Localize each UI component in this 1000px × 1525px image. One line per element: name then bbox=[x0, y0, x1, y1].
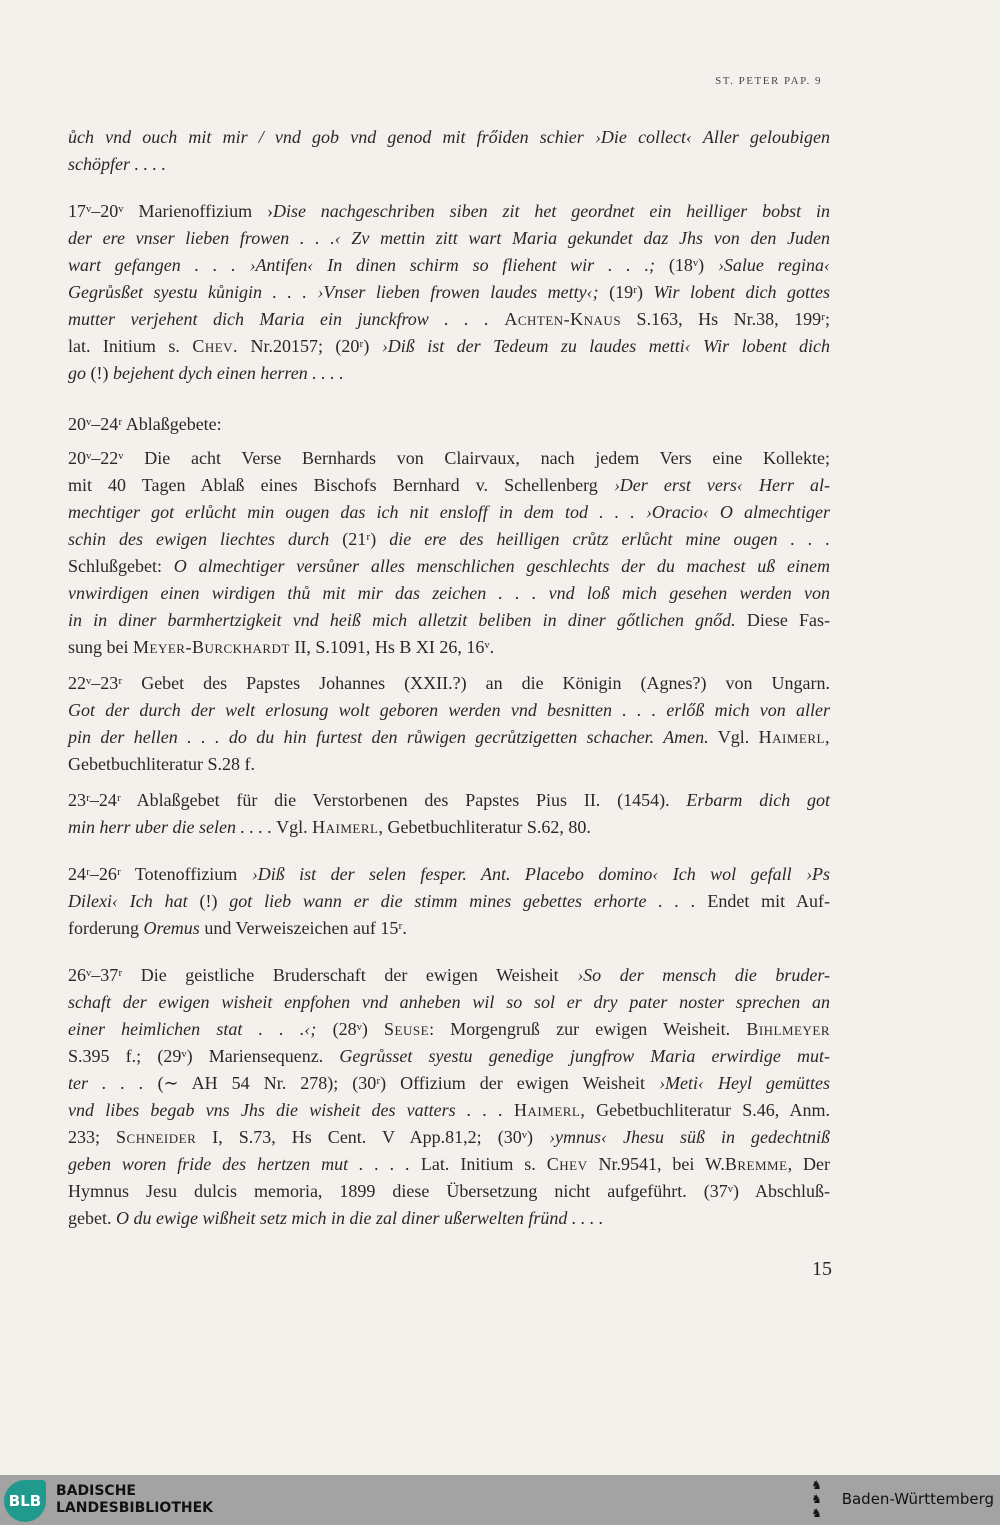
italic-quote: O almechtiger versůner alles menschlichen geschlechts der du machest uß einem bbox=[173, 556, 831, 576]
author-reference: Haimerl bbox=[514, 1100, 581, 1120]
footer-bar bbox=[0, 1475, 1000, 1525]
italic-quote: min herr uber die selen . . . . bbox=[68, 817, 272, 837]
author-reference: Bremme bbox=[724, 1154, 788, 1174]
page-number: 15 bbox=[812, 1258, 832, 1280]
italic-quote: ›ymnus‹ Jhesu süß in gedechtniß bbox=[549, 1127, 830, 1147]
text-line bbox=[68, 580, 830, 607]
italic-quote: der ere vnser lieben frowen . . .‹ Zv mettin zitt wart Maria gekundet daz Jhs von den Juden bbox=[68, 228, 830, 248]
text-segment: 22ᵛ–23ʳ Gebet des Papstes Johannes (XXII.?) an die Königin (Agnes?) von Ungarn. bbox=[68, 673, 830, 693]
text-line bbox=[68, 888, 830, 915]
text-segment: I, S.73, Hs Cent. V App.81,2; (30ᵛ) bbox=[196, 1127, 549, 1147]
text-line bbox=[68, 1070, 830, 1097]
text-segment: II, S.1091, Hs B XI 26, 16ᵛ. bbox=[289, 637, 495, 657]
italic-quote: mutter verjehent dich Maria ein junckfrow . . . bbox=[68, 309, 505, 329]
italic-quote: ›So der mensch die bruder- bbox=[577, 965, 830, 985]
text-line bbox=[68, 751, 830, 778]
text-line bbox=[68, 279, 830, 306]
text-segment: und Verweiszeichen auf 15ʳ. bbox=[199, 918, 407, 938]
text-line bbox=[68, 1097, 830, 1124]
italic-quote: Wir lobent dich gottes bbox=[653, 282, 831, 302]
author-reference: Chev bbox=[546, 1154, 588, 1174]
italic-quote: Got der durch der welt erlosung wolt geboren werden vnd besnitten . . . erlőß mich von aller bbox=[68, 700, 830, 720]
three-lions-icon: ♞ ♞ ♞ bbox=[811, 1478, 822, 1520]
italic-quote: in in diner barmhertzigkeit vnd heiß mich alletzit beliben in diner gőtlichen gnőd. bbox=[68, 610, 736, 630]
text-line bbox=[68, 607, 830, 634]
italic-quote: pin der hellen . . . do du hin furtest den růwigen gecrůtzigetten schacher. Amen. bbox=[68, 727, 709, 747]
text-line bbox=[68, 861, 830, 888]
italic-quote: ůch vnd ouch mit mir / vnd gob vnd genod mit frőiden schier ›Die collect‹ Aller geloubigen bbox=[68, 127, 830, 147]
text-segment: 26ᵛ–37ʳ Die geistliche Bruderschaft der ewigen Weisheit bbox=[68, 965, 578, 985]
text-line bbox=[68, 151, 830, 178]
text-segment: (19ʳ) bbox=[598, 282, 654, 302]
italic-quote: ter . . . bbox=[68, 1073, 144, 1093]
author-reference: Bihlmeyer bbox=[746, 1019, 830, 1039]
paragraph bbox=[68, 861, 830, 942]
text-segment: (18ᵛ) bbox=[655, 255, 718, 275]
text-segment: mit 40 Tagen Ablaß eines Bischofs Bernhard v. Schellenberg bbox=[68, 475, 614, 495]
text-segment: Lat. Initium s. bbox=[409, 1154, 547, 1174]
text-line bbox=[68, 814, 830, 841]
italic-quote: Dilexi‹ Ich hat bbox=[68, 891, 200, 911]
text-segment: 20ᵛ–24ʳ Ablaßgebete: bbox=[68, 414, 222, 434]
author-reference: Chev. bbox=[192, 336, 239, 356]
text-line bbox=[68, 225, 830, 252]
italic-quote: mechtiger got erlůcht min ougen das ich nit ensloff in dem tod . . . ›Oracio‹ O almechtiger bbox=[68, 502, 830, 522]
text-segment: Vgl. bbox=[271, 817, 313, 837]
text-segment: 17ᵛ–20ᵛ Marienoffizium › bbox=[68, 201, 273, 221]
text-line bbox=[68, 252, 830, 279]
text-segment: S.395 f.; (29ᵛ) Mariensequenz. bbox=[68, 1046, 340, 1066]
italic-quote: schöpfer . . . . bbox=[68, 154, 166, 174]
text-segment: Schlußgebet: bbox=[68, 556, 174, 576]
text-line bbox=[68, 989, 830, 1016]
text-segment: Hymnus Jesu dulcis memoria, 1899 diese Übersetzung nicht aufgeführt. (37ᵛ) Abschluß- bbox=[68, 1181, 830, 1201]
text-segment: forderung bbox=[68, 918, 144, 938]
text-line bbox=[68, 124, 830, 151]
text-line bbox=[68, 787, 830, 814]
text-line bbox=[68, 1124, 830, 1151]
text-segment: (28ᵛ) bbox=[316, 1019, 385, 1039]
paragraph bbox=[68, 787, 830, 841]
paragraph bbox=[68, 445, 830, 661]
author-reference: Meyer-Burckhardt bbox=[133, 637, 290, 657]
paragraph bbox=[68, 198, 830, 387]
italic-quote: schin des ewigen liechtes durch bbox=[68, 529, 343, 549]
italic-quote: schaft der ewigen wisheit enpfohen vnd anheben wil so sol er dry pater noster sprechen an bbox=[68, 992, 830, 1012]
text-line bbox=[68, 198, 830, 225]
library-name-line1: BADISCHE bbox=[56, 1483, 136, 1499]
text-line bbox=[68, 1043, 830, 1070]
italic-quote: Gegrůsßet syestu kůnigin . . . ›Vnser lieben frowen laudes metty‹; bbox=[68, 282, 599, 302]
text-line bbox=[68, 553, 830, 580]
text-segment: gebet. bbox=[68, 1208, 116, 1228]
text-segment: Nr.20157; (20ʳ) bbox=[238, 336, 382, 356]
italic-quote: geben woren fride des hertzen mut . . . . bbox=[68, 1154, 410, 1174]
author-reference: Haimerl bbox=[312, 817, 379, 837]
italic-quote: ›Salue regina‹ bbox=[717, 255, 831, 275]
text-segment: Nr.9541, bei W. bbox=[587, 1154, 725, 1174]
italic-quote: Erbarm dich got bbox=[686, 790, 831, 810]
text-segment: , Gebetbuchliteratur S.46, Anm. bbox=[580, 1100, 830, 1120]
text-segment: 233; bbox=[68, 1127, 117, 1147]
text-line bbox=[68, 360, 830, 387]
text-line bbox=[68, 634, 830, 661]
author-reference: Achten-Knaus bbox=[504, 309, 622, 329]
text-line bbox=[68, 333, 830, 360]
text-line bbox=[68, 1151, 830, 1178]
text-segment: (∼ AH 54 Nr. 278); (30ʳ) Offizium der ewigen Weisheit bbox=[143, 1073, 660, 1093]
paragraph bbox=[68, 411, 830, 438]
text-line bbox=[68, 499, 830, 526]
text-line bbox=[68, 1205, 830, 1232]
text-line bbox=[68, 472, 830, 499]
running-header: ST. PETER PAP. 9 bbox=[715, 75, 822, 87]
text-segment: (!) bbox=[199, 891, 218, 911]
text-line bbox=[68, 1178, 830, 1205]
text-line bbox=[68, 724, 830, 751]
text-segment: : Morgengruß zur ewigen Weisheit. bbox=[429, 1019, 747, 1039]
italic-quote: bejehent dych einen herren . . . . bbox=[108, 363, 344, 383]
text-segment: sung bei bbox=[68, 637, 133, 657]
author-reference: Haimerl, bbox=[758, 727, 830, 747]
paragraph bbox=[68, 670, 830, 778]
italic-quote: O du ewige wißheit setz mich in die zal diner ußerwelten fründ . . . . bbox=[115, 1208, 604, 1228]
text-line bbox=[68, 445, 830, 472]
italic-quote: ›Diß ist der selen fesper. Ant. Placebo domino‹ Ich wol gefall ›Ps bbox=[251, 864, 830, 884]
text-segment: Vgl. bbox=[708, 727, 759, 747]
text-segment: 24ʳ–26ʳ Totenoffizium bbox=[68, 864, 252, 884]
text-line bbox=[68, 670, 830, 697]
text-segment: lat. Initium s. bbox=[68, 336, 193, 356]
library-name-line2: LANDESBIBLIOTHEK bbox=[56, 1500, 214, 1516]
text-segment: Diese Fas- bbox=[735, 610, 830, 630]
blb-logo-icon[interactable]: BLB bbox=[4, 1480, 46, 1522]
state-name[interactable]: Baden-Württemberg bbox=[841, 1490, 994, 1508]
text-line bbox=[68, 1016, 830, 1043]
text-segment: Gebetbuchliteratur S.28 f. bbox=[68, 754, 255, 774]
text-line bbox=[68, 306, 830, 333]
text-line bbox=[68, 697, 830, 724]
text-segment: S.163, Hs Nr.38, 199ʳ; bbox=[621, 309, 830, 329]
text-line bbox=[68, 962, 830, 989]
paragraph bbox=[68, 124, 830, 178]
italic-quote: go bbox=[68, 363, 91, 383]
text-segment: , Der bbox=[787, 1154, 831, 1174]
paragraph bbox=[68, 962, 830, 1232]
text-line bbox=[68, 915, 830, 942]
text-line bbox=[68, 526, 830, 553]
text-segment: (21ʳ) bbox=[342, 529, 377, 549]
author-reference: Schneider bbox=[116, 1127, 197, 1147]
text-segment: 23ʳ–24ʳ Ablaßgebet für die Verstorbenen des Papstes Pius II. (1454). bbox=[68, 790, 687, 810]
italic-quote: die ere des heilligen crůtz erlůcht mine ougen . . . bbox=[376, 529, 830, 549]
italic-quote: Oremus bbox=[143, 918, 200, 938]
text-line bbox=[68, 411, 830, 438]
italic-quote: Gegrůsset syestu genedige jungfrow Maria erwirdige mut- bbox=[339, 1046, 830, 1066]
author-reference: Seuse bbox=[384, 1019, 430, 1039]
italic-quote: ›Diß ist der Tedeum zu laudes metti‹ Wir lobent dich bbox=[381, 336, 830, 356]
italic-quote: got lieb wann er die stimm mines gebettes erhorte . . . bbox=[217, 891, 696, 911]
text-segment: , Gebetbuchliteratur S.62, 80. bbox=[378, 817, 591, 837]
italic-quote: einer heimlichen stat . . .‹; bbox=[68, 1019, 317, 1039]
text-segment: 20ᵛ–22ᵛ Die acht Verse Bernhards von Clairvaux, nach jedem Vers eine Kollekte; bbox=[68, 448, 830, 468]
text-segment: Endet mit Auf- bbox=[695, 891, 831, 911]
italic-quote: vnd libes begab vns Jhs die wisheit des vatters . . . bbox=[68, 1100, 515, 1120]
italic-quote: Dise nachgeschriben siben zit het geordnet ein heilliger bobst in bbox=[272, 201, 830, 221]
text-segment: (!) bbox=[90, 363, 109, 383]
italic-quote: ›Meti‹ Heyl gemüttes bbox=[659, 1073, 830, 1093]
italic-quote: vnwirdigen einen wirdigen thů mit mir das zeichen . . . vnd loß mich gesehen werden von bbox=[68, 583, 830, 603]
italic-quote: ›Der erst vers‹ Herr al- bbox=[613, 475, 830, 495]
library-name[interactable] bbox=[56, 1483, 213, 1517]
italic-quote: wart gefangen . . . ›Antifen‹ In dinen schirm so fliehent wir . . .; bbox=[68, 255, 656, 275]
